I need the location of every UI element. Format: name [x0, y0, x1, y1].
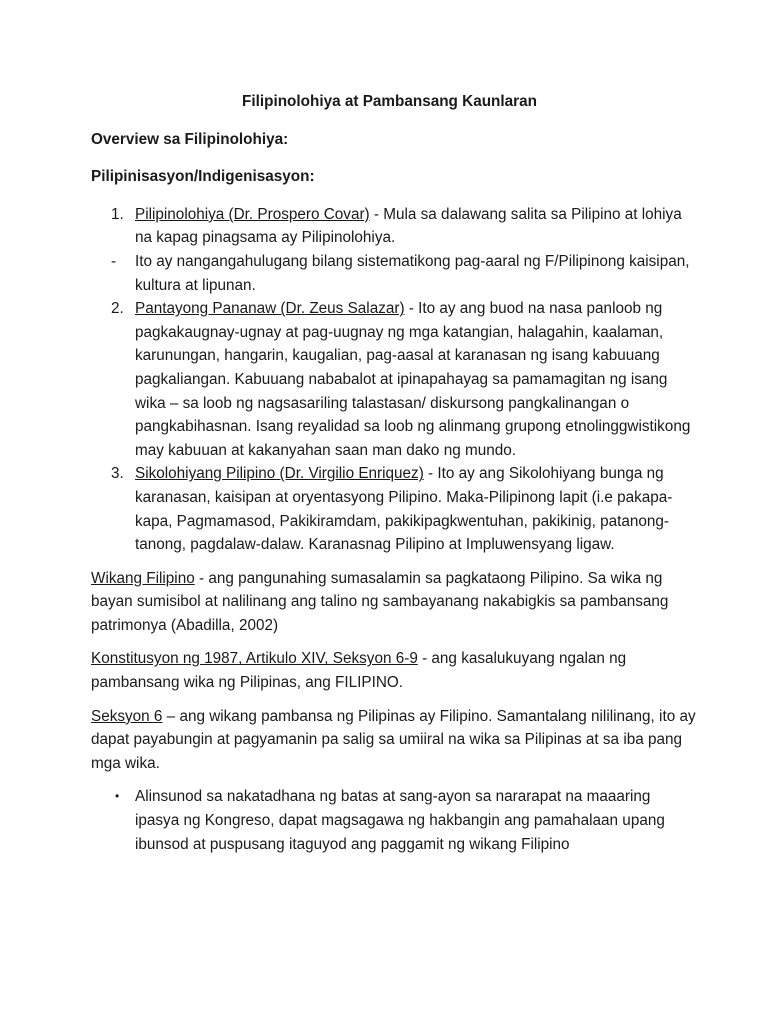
- definition-text: - Ito ay ang Sikolohiyang bunga ng karanasan, kaisipan at oryentasyong Pilipino. Maka-Pilipinong lapit (i.e pakapa-kapa, Pagmamasod, Pakikiramdam, pakikipagkwentuhan, pakikinig, patanong-tanong, pagdalaw-dalaw. Karanasnag Pilipino at Impluwensyang ligaw.: [135, 465, 673, 554]
- list-item-dash: [91, 250, 698, 297]
- paragraph-text: - ang pangunahing sumasalamin sa pagkataong Pilipino. Sa wika ng bayan sumisibol at nalilinang ang talino ng sambayanang nakabigkis sa pambansang patrimonya (Abadilla, 2002): [91, 569, 669, 634]
- list-marker: 1.: [111, 205, 124, 223]
- term-pantayong-pananaw: Pantayong Pananaw (Dr. Zeus Salazar): [135, 300, 405, 318]
- bullet-icon: •: [115, 789, 120, 804]
- list-item-sikolohiyang-pilipino: [91, 462, 698, 556]
- term-wikang-filipino: Wikang Filipino: [91, 569, 195, 587]
- paragraph-konstitusyon: [91, 647, 698, 694]
- term-konstitusyon: Konstitusyon ng 1987, Artikulo XIV, Seksyon 6-9: [91, 650, 418, 668]
- term-sikolohiyang-pilipino: Sikolohiyang Pilipino (Dr. Virgilio Enriquez): [135, 465, 424, 483]
- paragraph-seksyon-6: [91, 705, 698, 776]
- term-seksyon-6: Seksyon 6: [91, 707, 163, 725]
- numbered-list: [91, 203, 698, 557]
- paragraph-wikang-filipino: [91, 567, 698, 638]
- list-marker: -: [111, 252, 117, 270]
- definition-text: Ito ay nangangahulugang bilang sistematikong pag-aaral ng F/Pilipinong kaisipan, kultura at lipunan.: [135, 252, 690, 294]
- term-pilipinolohiya: Pilipinolohiya (Dr. Prospero Covar): [135, 205, 370, 223]
- indigenisasyon-heading: Pilipinisasyon/Indigenisasyon:: [91, 168, 315, 186]
- list-item-pantayong-pananaw: [91, 297, 698, 462]
- overview-heading: Overview sa Filipinolohiya:: [91, 130, 289, 148]
- definition-text: - Mula sa dalawang salita sa Pilipino at lohiya na kapag pinagsama ay Pilipinolohiya.: [135, 205, 682, 247]
- bullet-text: Alinsunod sa nakatadhana ng batas at sang-ayon sa nararapat na maaaring ipasya ng Kongreso, dapat magsagawa ng hakbangin ang pamahalaan upang ibunsod at puspusang itaguyod ang paggamit ng wikang Filipino: [135, 788, 665, 853]
- list-marker: 3.: [111, 465, 124, 483]
- definition-text: - Ito ay ang buod na nasa panloob ng pagkakaugnay-ugnay at pag-uugnay ng mga katangian, halagahin, kaalaman, karunungan, hangarin, kaugalian, pag-aasal at karanasan ng isang kabuuang pagkaliangan. Kabuuang nababalot at ipinapahayag sa pamamagitan ng isang wika – sa loob ng nagsasariling talastasan/ diskursong pangkalinangan o pangkabihasnan. Isang reyalidad sa loob ng alinmang grupong etnolinggwistikong may kabuuan at kakanyahan saan man dako ng mundo.: [135, 300, 691, 459]
- bullet-list: [91, 785, 698, 856]
- list-marker: 2.: [111, 300, 124, 318]
- list-item-pilipinolohiya: [91, 203, 698, 250]
- document-title: Filipinolohiya at Pambansang Kaunlaran: [242, 93, 537, 110]
- paragraph-text: - ang kasalukuyang ngalan ng pambansang wika ng Pilipinas, ang FILIPINO.: [91, 650, 627, 692]
- bullet-item: [91, 785, 698, 856]
- paragraph-text: – ang wikang pambansa ng Pilipinas ay Filipino. Samantalang nililinang, ito ay dapat payabungin at pagyamanin pa salig sa umiiral na wika sa Pilipinas at sa iba pang mga wika.: [91, 707, 696, 772]
